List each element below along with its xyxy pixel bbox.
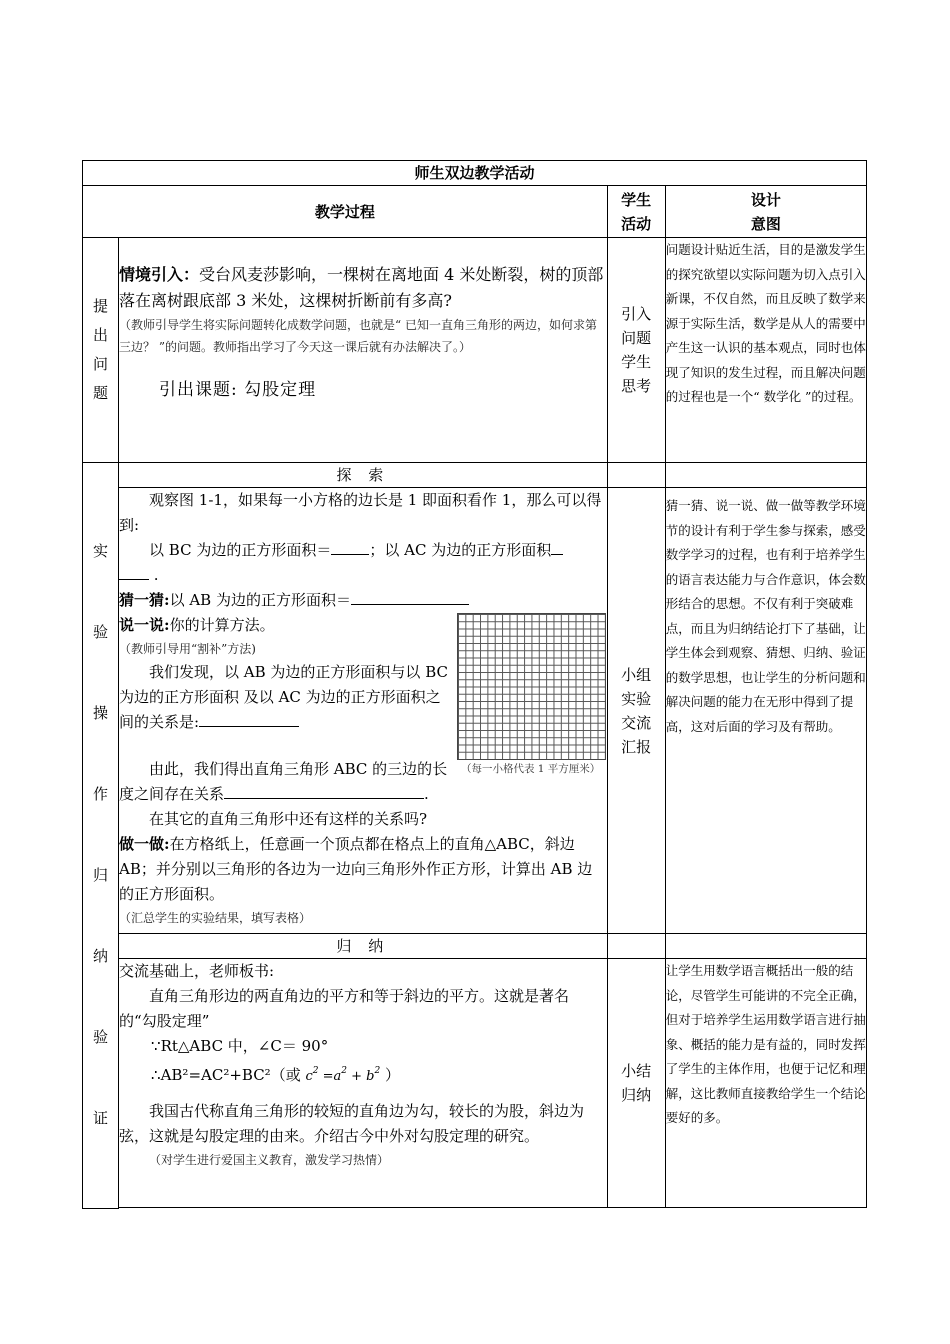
design-intent-2: 猜一猜、说一说、做一做等教学环境节的设计有利于学生参与探索，感受数学学习的过程，也有利于培养学生的语言表达能力与合作意识，体会数形结合的思想。不仅有利于突破难点，而且为归纳结论打下了基础，让学生体会到观察、猜想、归纳、验证的数学思想，也让学生的分析问题和解决问题的能力在无形中得到了提高，这对后面的学习及有帮助。	[665, 488, 866, 934]
hint-note: （教师引导用“割补”方法)	[119, 642, 256, 656]
induce-p1: 交流基础上，老师板书:	[119, 962, 275, 980]
activity-intro: 引入 问题 学生 思考	[607, 238, 665, 463]
explore-cell	[119, 488, 608, 934]
explore-title: 探 索	[119, 463, 608, 488]
history-text: 我国古代称直角三角形的较短的直角边为勾，较长的为股，斜边为弦，这就是勾股定理的由来。介绍古今中外对勾股定理的研究。	[119, 1102, 585, 1145]
header-design-intent: 设计 意图	[665, 186, 866, 238]
header-process: 教学过程	[83, 186, 608, 238]
design-intent-1: 问题设计贴近生活，目的是激发学生的探究欲望以实际问题为切入点引入新课，不仅自然，而且反映了数学来源于实际生活，数学是从人的需要中产生这一认识的基本观点，同时也体现了知识的发生过程，而且解决问题的过程也是一个“ 数学化 ”的过程。	[665, 238, 866, 463]
formula-result: ∴AB²=AC²+BC²（或 $c^2 =a^2 + b^2$ ）	[151, 1066, 401, 1084]
grid-figure	[457, 613, 607, 778]
question-text: 在其它的直角三角形中还有这样的关系吗?	[149, 810, 428, 828]
induce-cell	[119, 959, 608, 1208]
formula-alt: $c^2 =a^2 + b^2$	[305, 1066, 381, 1084]
header-student-activity: 学生 活动	[607, 186, 665, 238]
do-line: 做一做:在方格纸上，任意画一个顶点都在格点上的直角△ABC，斜边 AB；并分别以三角形的各边为一边向三角形外作正方形，计算出 AB 边的正方形面积。	[119, 835, 593, 903]
scenario-text: 受台风麦莎影响，一棵树在离地面 4 米处断裂，树的顶部落在离树跟底部 3 米处，这棵树折断前有多高?	[119, 265, 604, 310]
square-grid	[457, 613, 606, 760]
scenario-cell	[119, 238, 608, 463]
say-line: 说一说:你的计算方法。	[119, 616, 275, 634]
explore-p2: 以 BC 为边的正方形面积＝ ；以 AC 为边的正方形面积	[119, 538, 607, 563]
teacher-note: （教师引导学生将实际问题转化成数学问题，也就是“ 已知一直角三角形的两边，如何求第三边？ ”的问题。教师指出学习了今天这一课后就有办法解决了。）	[119, 318, 597, 354]
section-label-experiment: 实 验 操 作 归 纳 验 证	[83, 463, 119, 1209]
lesson-table	[82, 160, 867, 1209]
scenario-label: 情境引入：	[119, 265, 200, 284]
activity-experiment: 小组 实验 交流 汇报	[607, 488, 665, 934]
explore-p1: 观察图 1-1，如果每一小方格的边长是 1 即面积看作 1，那么可以得到:	[119, 491, 602, 534]
design-intent-3: 让学生用数学语言概括出一般的结论，尽管学生可能讲的不完全正确，但对于培养学生运用数学语言进行抽象、概括的能力是有益的，同时发挥了学生的主体作用，也便于记忆和理解，这比教师直接教给学生一个结论要好的多。	[665, 959, 866, 1208]
formula-given: ∵Rt△ABC 中，∠C＝ 90°	[151, 1037, 329, 1055]
grid-caption: （每一小格代表 1 平方厘米）	[460, 763, 601, 775]
section-label-propose: 提 出 问 题	[83, 238, 119, 463]
found-text: 我们发现，以 AB 为边的正方形面积与以 BC 为边的正方形面积 及以 AC 为边的正方形面积之间的关系是:	[119, 663, 448, 731]
guess-line: 猜一猜:以 AB 为边的正方形面积＝	[119, 588, 607, 613]
induce-title: 归 纳	[119, 934, 608, 959]
lesson-topic: 引出课题: 勾股定理	[159, 380, 317, 400]
activity-summary: 小结 归纳	[607, 959, 665, 1208]
derive-text: 由此，我们得出直角三角形 ABC 的三边的长度之间存在关系 .	[119, 760, 448, 803]
table-title: 师生双边教学活动	[83, 161, 867, 186]
induce-p2: 直角三角形边的两直角边的平方和等于斜边的平方。这就是著名的“勾股定理”	[119, 987, 570, 1030]
patriotic-note: （对学生进行爱国主义教育，激发学习热情）	[149, 1153, 390, 1167]
explore-p2-tail: .	[119, 563, 607, 588]
summary-note: （汇总学生的实验结果，填写表格）	[119, 911, 312, 925]
